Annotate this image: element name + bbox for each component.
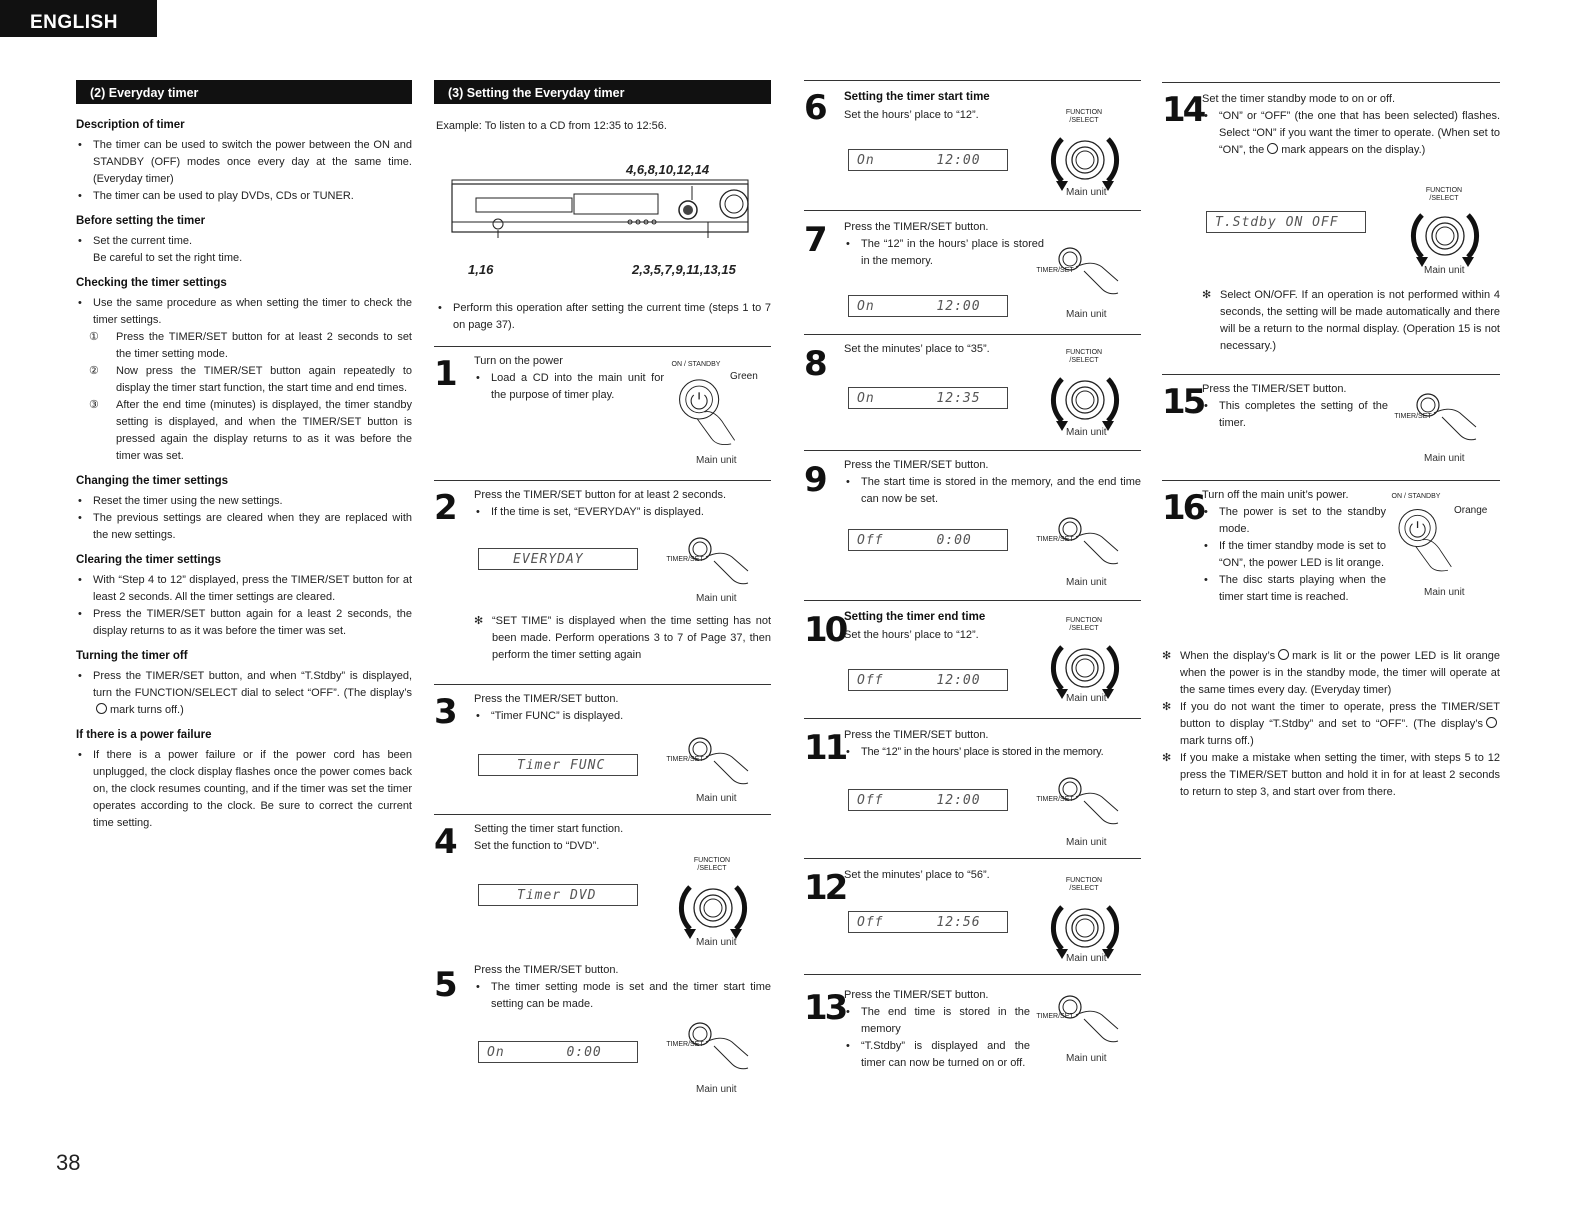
callout-top: 4,6,8,10,12,14 <box>626 162 710 177</box>
step-number: 14 <box>1162 90 1204 130</box>
main-unit-label: Main unit <box>1066 187 1107 198</box>
function-label-1: FUNCTION <box>1065 617 1103 624</box>
function-label-2: /SELECT <box>1069 625 1099 633</box>
step-3 <box>434 684 771 814</box>
list-item <box>76 668 412 719</box>
step-body <box>1202 381 1388 432</box>
note-text-a: When the display’s <box>1180 650 1276 662</box>
step-bullets <box>844 744 1141 761</box>
callout-left: 1,16 <box>468 262 494 277</box>
step-title: Setting the timer end time <box>844 611 986 623</box>
step-bullets <box>1202 108 1500 159</box>
changing-title: Changing the timer settings <box>76 475 229 488</box>
main-unit-label: Main unit <box>696 1084 737 1095</box>
function-label-2: /SELECT <box>1069 117 1099 125</box>
step-bullets <box>474 708 771 725</box>
off-text-a: Press the TIMER/SET button, and when “T.Stdby” is displayed, turn the FUNCTION/SELECT dial to select “OFF”. (The display’s <box>93 669 412 699</box>
list-item: • This completes the setting of the timer. <box>1202 398 1388 432</box>
list-item: • Use the same procedure as when setting the timer to check the timer settings. <box>76 295 412 329</box>
main-unit-label: Main unit <box>1066 693 1107 704</box>
off-list <box>76 668 412 719</box>
step-body <box>844 219 1044 270</box>
main-unit-label: Main unit <box>1066 953 1107 964</box>
step-16 <box>1162 480 1500 630</box>
step-number: 12 <box>804 868 846 908</box>
step-8 <box>804 334 1141 450</box>
step-2 <box>434 480 771 684</box>
language-tab: ENGLISH <box>0 0 157 37</box>
step-body <box>474 353 664 404</box>
list-item: • Perform this operation after setting the current time (steps 1 to 7 on page 37). <box>436 300 771 334</box>
bullet-text-a: “ON” or “OFF” (the one that has been selected) flashes. Select “ON” if you want the timer to operate. (When set to “ON”, the <box>1219 110 1500 157</box>
note-text-a: If you do not want the timer to operate, press the TIMER/SET button to display “T.Stdby” and set to “OFF”. (The display’s <box>1180 701 1500 731</box>
sub-text: Now press the TIMER/SET button again repeatedly to display the timer start function, the start time and end times. <box>116 364 412 394</box>
note-text-b: mark is lit or the power LED is lit orange when the power is in the standby mode, the timer will operate at the same times every day. (Everyday timer) <box>1180 650 1500 697</box>
main-unit-label: Main unit <box>1424 453 1465 464</box>
display-readout: Off 0:00 <box>848 529 1008 551</box>
checking-sub-2 <box>76 363 412 397</box>
clearing-title: Clearing the timer settings <box>76 554 222 567</box>
function-label-2: /SELECT <box>1069 885 1099 893</box>
step-line-2: Set the function to “DVD”. <box>474 840 600 853</box>
display-readout: Off 12:00 <box>848 669 1008 691</box>
display-readout: EVERYDAY <box>478 548 638 570</box>
display-readout: On 12:00 <box>848 295 1008 317</box>
step-bullets <box>474 979 771 1013</box>
step-bullets <box>844 1004 1030 1072</box>
clock-icon <box>96 703 107 714</box>
bullet-text-b: mark appears on the display.) <box>1281 144 1426 157</box>
step-line: Set the minutes’ place to “56”. <box>844 869 990 881</box>
step-line: Set the minutes’ place to “35”. <box>844 343 990 355</box>
list-item: • With “Step 4 to 12” displayed, press the TIMER/SET button for at least 2 seconds. All the timer settings are cleared. <box>76 572 412 606</box>
step-line: Set the hours’ place to “12”. <box>844 108 979 121</box>
step-body <box>844 987 1030 1072</box>
step-bullets <box>844 474 1141 508</box>
list-item: • The “12” in the hours’ place is stored in the memory. <box>844 744 1141 761</box>
checking-sub-1 <box>76 329 412 363</box>
clock-icon <box>1486 717 1497 728</box>
list-item: • The timer can be used to play DVDs, CDs or TUNER. <box>76 188 412 205</box>
checking-title: Checking the timer settings <box>76 276 227 289</box>
step-body <box>1202 487 1386 606</box>
step-body <box>844 609 1044 644</box>
function-label-1: FUNCTION <box>1065 109 1103 116</box>
step-number: 10 <box>804 610 846 650</box>
step-5 <box>434 956 771 1106</box>
checking-list <box>76 295 412 329</box>
step-line: Press the TIMER/SET button. <box>844 459 989 471</box>
setting-column <box>434 80 771 1110</box>
main-unit-label: Main unit <box>1424 265 1465 276</box>
sub-text: Press the TIMER/SET button for at least 2 seconds to set the timer setting mode. <box>116 330 412 360</box>
example-text: Example: To listen to a CD from 12:35 to 12:56. <box>436 120 667 132</box>
final-notes <box>1162 648 1500 801</box>
list-item: • “Timer FUNC” is displayed. <box>474 708 771 725</box>
before-note: Be careful to set the right time. <box>93 251 243 264</box>
main-unit-label: Main unit <box>1066 837 1107 848</box>
step-15 <box>1162 374 1500 480</box>
step-number: 9 <box>804 460 825 500</box>
timer-set-label: TIMER/SET <box>1036 536 1074 543</box>
step-line: Turn on the power <box>474 355 563 367</box>
main-unit-label: Main unit <box>696 793 737 804</box>
display-readout: On 12:35 <box>848 387 1008 409</box>
list-item: • The “12” in the hours’ place is stored in the memory. <box>844 236 1044 270</box>
step-body <box>1202 91 1500 159</box>
step-line: Turn off the main unit’s power. <box>1202 489 1349 501</box>
list-item <box>1202 108 1500 159</box>
sub-text: After the end time (minutes) is displayed, the timer standby setting is displayed, and when the TIMER/SET button is pressed again the display returns to as it was before the timer was set. <box>116 399 412 463</box>
step-body <box>844 727 1141 761</box>
timer-set-label: TIMER/SET <box>1036 796 1074 803</box>
cd-player-illustration <box>450 178 750 240</box>
section-header: (3) Setting the Everyday timer <box>434 80 771 104</box>
step-bullets <box>844 236 1044 270</box>
page-number: 38 <box>56 1150 81 1175</box>
function-label-1: FUNCTION <box>1425 187 1463 194</box>
note-2 <box>1162 699 1500 750</box>
step-1 <box>434 346 771 480</box>
timer-set-label: TIMER/SET <box>666 556 704 563</box>
list-item: • The power is set to the standby mode. <box>1202 504 1386 538</box>
clock-icon <box>1267 143 1278 154</box>
power-button-icon <box>672 371 744 451</box>
step-body <box>844 89 1044 124</box>
timer-set-label: TIMER/SET <box>1036 1013 1074 1020</box>
green-label: Green <box>730 371 758 382</box>
step-bullets <box>474 504 771 521</box>
list-item: • The end time is stored in the memory <box>844 1004 1030 1038</box>
list-item: • The timer setting mode is set and the timer start time setting can be made. <box>474 979 771 1013</box>
timer-set-label: TIMER/SET <box>666 1041 704 1048</box>
clearing-list <box>76 572 412 640</box>
main-unit-label: Main unit <box>1066 309 1107 320</box>
everyday-timer-column <box>76 80 412 832</box>
list-item: • The disc starts playing when the timer start time is reached. <box>1202 572 1386 606</box>
timer-set-label: TIMER/SET <box>666 756 704 763</box>
step-number: 1 <box>434 354 455 394</box>
description-list <box>76 137 412 205</box>
step-line: Press the TIMER/SET button. <box>844 989 989 1001</box>
step-number: 3 <box>434 692 455 732</box>
step-body <box>474 821 771 855</box>
step-line: Press the TIMER/SET button. <box>1202 383 1347 395</box>
sub-number: ① <box>89 330 99 343</box>
function-label-2: /SELECT <box>1429 195 1459 203</box>
step-bullets <box>1202 504 1386 606</box>
on-standby-label: ON / STANDBY <box>1391 493 1441 500</box>
step-body <box>844 341 1044 358</box>
step-body <box>844 867 1044 884</box>
power-button-icon <box>1392 501 1460 577</box>
step-title: Setting the timer start time <box>844 91 990 103</box>
function-label-2: /SELECT <box>1069 357 1099 365</box>
step-line: Press the TIMER/SET button for at least 2 seconds. <box>474 489 727 501</box>
section-header: (2) Everyday timer <box>76 80 412 104</box>
step-number: 4 <box>434 822 455 862</box>
list-item: • Reset the timer using the new settings. <box>76 493 412 510</box>
step-note: ✻ Select ON/OFF. If an operation is not performed within 4 seconds, the setting will be made automatically and there will be a return to the normal display. (Operation 15 is not necessary.) <box>1202 287 1500 355</box>
step-9 <box>804 450 1141 600</box>
step-10 <box>804 600 1141 718</box>
list-item: • The timer can be used to switch the power between the ON and STANDBY (OFF) modes once every day at the same time. (Everyday timer) <box>76 137 412 188</box>
off-text-b: mark turns off.) <box>110 704 184 717</box>
list-item: • Load a CD into the main unit for the purpose of timer play. <box>474 370 664 404</box>
step-number: 2 <box>434 488 455 528</box>
step-body <box>474 962 771 1013</box>
step-line: Press the TIMER/SET button. <box>844 729 989 741</box>
checking-sub-3 <box>76 397 412 465</box>
sub-number: ② <box>89 364 99 377</box>
step-bullets <box>1202 398 1388 432</box>
step-bullets <box>474 370 664 404</box>
step-number: 11 <box>804 728 846 768</box>
step-7 <box>804 210 1141 334</box>
step-line: Set the timer standby mode to on or off. <box>1202 93 1396 105</box>
list-item: • The previous settings are cleared when they are replaced with the new settings. <box>76 510 412 544</box>
list-item: • The start time is stored in the memory, and the end time can now be set. <box>844 474 1141 508</box>
display-readout: Off 12:56 <box>848 911 1008 933</box>
step-number: 7 <box>804 220 825 260</box>
function-label-1: FUNCTION <box>1065 349 1103 356</box>
note-text-b: mark turns off.) <box>1180 735 1254 748</box>
orange-label: Orange <box>1454 505 1488 516</box>
power-title: If there is a power failure <box>76 729 212 742</box>
step-11 <box>804 718 1141 858</box>
list-item: • If the time is set, “EVERYDAY” is displayed. <box>474 504 771 521</box>
function-label-1: FUNCTION <box>693 857 731 864</box>
main-unit-label: Main unit <box>1424 587 1465 598</box>
step-number: 8 <box>804 344 825 384</box>
step-14 <box>1162 82 1500 374</box>
step-6 <box>804 80 1141 210</box>
sub-number: ③ <box>89 399 99 411</box>
steps-6-13-column <box>804 80 1141 1110</box>
timer-set-label: TIMER/SET <box>1036 267 1074 274</box>
step-body <box>844 457 1141 508</box>
step-12 <box>804 858 1141 974</box>
timer-set-label: TIMER/SET <box>1394 413 1432 420</box>
main-unit-label: Main unit <box>1066 1053 1107 1064</box>
step-line: Press the TIMER/SET button. <box>474 964 619 976</box>
step-number: 13 <box>804 988 846 1028</box>
list-item: • If there is a power failure or if the power cord has been unplugged, the clock display flashes once the power comes back on, the clock resumes counting, and if the timer was set the timer operates according to the clock. Be sure to correct the current time setting. <box>76 747 412 832</box>
main-unit-label: Main unit <box>696 593 737 604</box>
steps-14-16-column <box>1162 80 1500 1110</box>
step-4 <box>434 814 771 956</box>
off-title: Turning the timer off <box>76 650 188 663</box>
display-readout: On 12:00 <box>848 149 1008 171</box>
step-note: ✻ “SET TIME” is displayed when the time setting has not been made. Perform operations 3 to 7 of Page 37, then perform the timer setting again <box>474 613 771 664</box>
step-body <box>474 487 771 521</box>
function-label-1: FUNCTION <box>1065 877 1103 884</box>
note-3: ✻ If you make a mistake when setting the timer, with steps 5 to 12 press the TIMER/SET button and hold it in for at least 2 seconds to return to step 3, and start over from there. <box>1162 750 1500 801</box>
step-line: Setting the timer start function. <box>474 823 624 835</box>
display-readout: Timer FUNC <box>478 754 638 776</box>
list-item: • If the timer standby mode is set to “ON”, the power LED is lit orange. <box>1202 538 1386 572</box>
operation-note <box>436 300 771 334</box>
display-readout: Timer DVD <box>478 884 638 906</box>
step-number: 16 <box>1162 488 1204 528</box>
step-number: 5 <box>434 965 455 1005</box>
list-item: • Press the TIMER/SET button again for a least 2 seconds, the display returns to as it was before the timer was set. <box>76 606 412 640</box>
display-readout: T.Stdby ON OFF <box>1206 211 1366 233</box>
main-unit-label: Main unit <box>696 937 737 948</box>
list-item: • “T.Stdby” is displayed and the timer can now be turned on or off. <box>844 1038 1030 1072</box>
main-unit-label: Main unit <box>1066 427 1107 438</box>
step-body <box>474 691 771 725</box>
changing-list <box>76 493 412 544</box>
step-line: Set the hours’ place to “12”. <box>844 628 979 641</box>
description-title: Description of timer <box>76 119 185 131</box>
list-item: • Set the current time. <box>76 233 412 250</box>
step-line: Press the TIMER/SET button. <box>844 221 989 233</box>
on-standby-label: ON / STANDBY <box>671 361 721 368</box>
step-13 <box>804 974 1141 1094</box>
display-readout: On 0:00 <box>478 1041 638 1063</box>
clock-icon <box>1278 649 1289 660</box>
power-list <box>76 747 412 832</box>
before-title: Before setting the timer <box>76 215 206 227</box>
step-number: 6 <box>804 88 825 128</box>
main-unit-label: Main unit <box>1066 577 1107 588</box>
note-1 <box>1162 648 1500 699</box>
step-line: Press the TIMER/SET button. <box>474 693 619 705</box>
before-list <box>76 233 412 250</box>
function-label-2: /SELECT <box>697 865 727 873</box>
main-unit-label: Main unit <box>696 455 737 466</box>
display-readout: Off 12:00 <box>848 789 1008 811</box>
callout-right: 2,3,5,7,9,11,13,15 <box>632 262 736 277</box>
step-number: 15 <box>1162 382 1204 422</box>
